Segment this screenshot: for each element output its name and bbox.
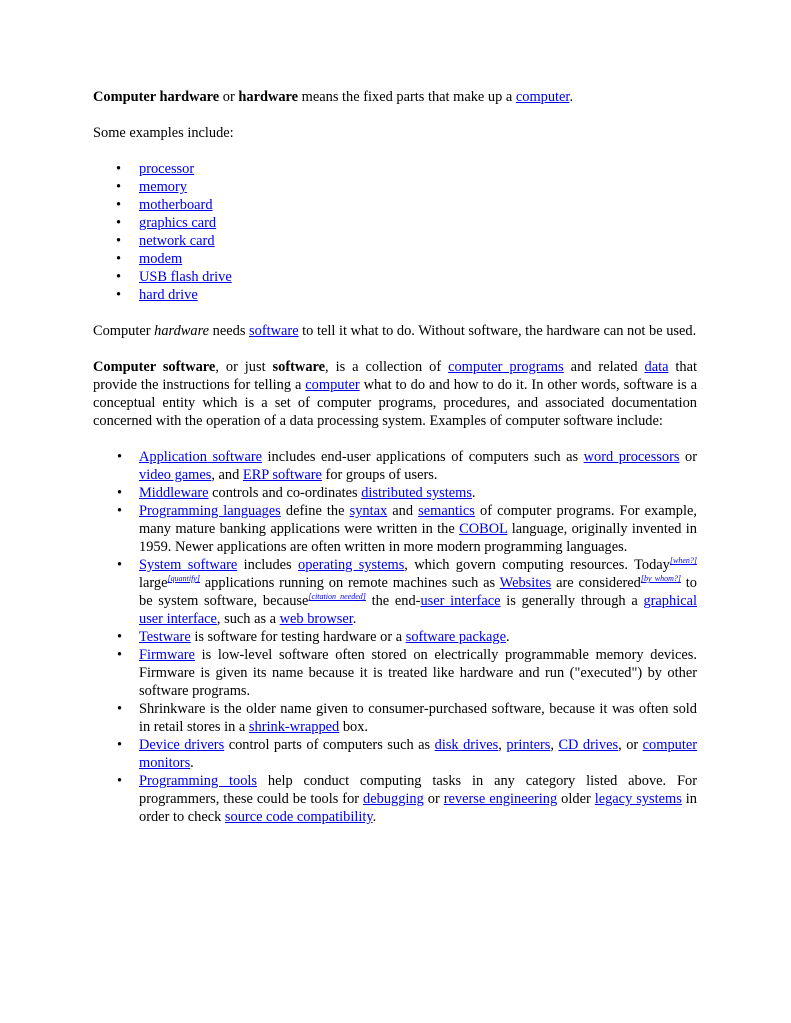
text: older [557, 791, 595, 807]
list-item-system-software [93, 556, 697, 628]
link-network-card[interactable]: network card [139, 233, 215, 249]
link-user-interface[interactable]: user interface [420, 593, 501, 609]
text: is low-level software often stored on electrically programmable memory devices. Firmware is given its name because it is treated like hardware and run ("executed") by other software programs. [139, 647, 697, 699]
text: Shrinkware is the older name given to consumer-purchased software, because it was often sold in retail stores in a [139, 701, 697, 735]
bullet-icon: • [117, 629, 123, 645]
link-firmware[interactable]: Firmware [139, 647, 195, 663]
link-application-software[interactable]: Application software [139, 449, 263, 465]
link-web-browser[interactable]: web browser [279, 611, 353, 627]
bullet-icon: • [117, 773, 123, 789]
text: for groups of users. [321, 467, 438, 483]
link-data[interactable]: data [644, 359, 669, 375]
bullet-icon: • [117, 701, 123, 717]
link-device-drivers[interactable]: Device drivers [139, 737, 225, 753]
citation-when [670, 556, 697, 565]
text: needs [209, 323, 250, 339]
list-item-testware [93, 628, 697, 646]
list-item [93, 232, 697, 250]
text: that provide the instructions for telling a [93, 359, 697, 393]
link-memory[interactable]: memory [139, 179, 187, 195]
text: or [679, 449, 698, 465]
text: and related [563, 359, 645, 375]
list-item [93, 250, 697, 268]
link-when[interactable]: [when?] [669, 556, 697, 565]
link-software[interactable]: software [249, 323, 299, 339]
bullet-icon: • [117, 737, 123, 753]
bullet-icon: • [117, 485, 123, 501]
text: help conduct computing tasks in any category listed above. For programmers, these could be tools for [139, 773, 697, 807]
link-cd-drives[interactable]: CD drives [558, 737, 619, 753]
bullet-icon: • [117, 647, 123, 663]
list-item-firmware [93, 646, 697, 700]
bullet-icon: • [117, 449, 123, 465]
link-disk-drives[interactable]: disk drives [434, 737, 499, 753]
document-page [93, 88, 697, 826]
text: of computer programs. For example, many mature banking applications were written in the [139, 503, 697, 537]
link-websites[interactable]: Websites [499, 575, 552, 591]
text: . [372, 809, 377, 825]
link-computer[interactable]: computer [515, 89, 570, 105]
bullet-icon: • [116, 197, 122, 213]
text: is software for testing hardware or a [190, 629, 406, 645]
link-printers[interactable]: printers [506, 737, 551, 753]
link-debugging[interactable]: debugging [363, 791, 424, 807]
text: , or [618, 737, 643, 753]
link-usb-flash-drive[interactable]: USB flash drive [139, 269, 232, 285]
text: , which govern computing resources. Today [404, 557, 670, 573]
bullet-icon: • [116, 233, 122, 249]
list-item-programming-tools [93, 772, 697, 826]
text: are considered [551, 575, 641, 591]
text: is generally through a [500, 593, 644, 609]
bullet-icon: • [116, 251, 122, 267]
text: includes [237, 557, 298, 573]
link-video-games[interactable]: video games [139, 467, 212, 483]
text: . [190, 755, 194, 771]
link-processor[interactable]: processor [139, 161, 195, 177]
bullet-icon: • [116, 215, 122, 231]
text: define the [280, 503, 350, 519]
text: control parts of computers such as [224, 737, 435, 753]
hardware-examples-list [93, 160, 697, 304]
text: to tell it what to do. Without software, the hardware can not be used. [298, 323, 697, 339]
list-item [93, 268, 697, 286]
link-legacy-systems[interactable]: legacy systems [594, 791, 682, 807]
list-item-shrinkware [93, 700, 697, 736]
link-system-software[interactable]: System software [139, 557, 238, 573]
list-item-middleware [93, 484, 697, 502]
link-hard-drive[interactable]: hard drive [139, 287, 198, 303]
bullet-icon: • [117, 503, 123, 519]
term-hardware: hardware [238, 89, 299, 105]
link-erp-software[interactable]: ERP software [242, 467, 322, 483]
term-software: software [272, 359, 326, 375]
bullet-icon: • [116, 179, 122, 195]
text: , [498, 737, 507, 753]
text: box. [339, 719, 369, 735]
text: . [471, 485, 476, 501]
list-item-programming-languages [93, 502, 697, 556]
text: . [352, 611, 357, 627]
link-motherboard[interactable]: motherboard [139, 197, 213, 213]
link-computer-monitors[interactable]: computer monitors [139, 737, 698, 771]
link-citation-needed[interactable]: [citation needed] [308, 592, 366, 601]
text: controls and co-ordinates [208, 485, 362, 501]
text: applications running on remote machines such as [199, 575, 500, 591]
text: in order to check [139, 791, 697, 825]
bullet-icon: • [116, 269, 122, 285]
term-computer-hardware: Computer hardware [93, 89, 220, 105]
text: , [550, 737, 559, 753]
text: Computer [93, 323, 155, 339]
text: . [506, 629, 510, 645]
citation-by-whom [641, 574, 681, 583]
list-item [93, 196, 697, 214]
intro-paragraph [93, 88, 697, 106]
text: or [219, 89, 239, 105]
text: , or just [215, 359, 273, 375]
examples-intro: Some examples include: [93, 125, 234, 141]
text: , is a collection of [325, 359, 449, 375]
link-graphics-card[interactable]: graphics card [139, 215, 217, 231]
link-software-package[interactable]: software package [405, 629, 506, 645]
link-operating-systems[interactable]: operating systems [298, 557, 405, 573]
link-computer-2[interactable]: computer [305, 377, 360, 393]
list-item [93, 178, 697, 196]
list-item [93, 286, 697, 304]
citation-quantify [168, 574, 200, 583]
text: . [569, 89, 574, 105]
link-quantify[interactable]: [quantify] [167, 574, 200, 583]
text: and [387, 503, 419, 519]
text: large [139, 575, 168, 591]
link-source-code-compatibility[interactable]: source code compatibility [224, 809, 373, 825]
bullet-icon: • [116, 287, 122, 303]
list-item [93, 214, 697, 232]
list-item-device-drivers [93, 736, 697, 772]
link-distributed-systems[interactable]: distributed systems [361, 485, 472, 501]
bullet-icon: • [117, 557, 123, 573]
term-computer-software: Computer software [93, 359, 216, 375]
link-graphical-user-interface[interactable]: graphical user interface [139, 593, 697, 627]
link-word-processors[interactable]: word processors [583, 449, 680, 465]
link-computer-programs[interactable]: computer programs [448, 359, 564, 375]
term-hardware-italic: hardware [154, 323, 210, 339]
citation-needed [308, 592, 365, 601]
text: to be system software, because [139, 575, 697, 609]
list-item [93, 160, 697, 178]
list-item-application-software [93, 448, 697, 484]
text: what to do and how to do it. In other words, software is a conceptual entity which is a set of computer programs, procedures, and associated documentation concerned with the operation of a data processing system. Examples of computer software include: [93, 377, 698, 429]
link-cobol[interactable]: COBOL [459, 521, 508, 537]
link-semantics[interactable]: semantics [418, 503, 475, 519]
text: , and [211, 467, 243, 483]
link-shrink-wrapped[interactable]: shrink-wrapped [248, 719, 340, 735]
bullet-icon: • [116, 161, 122, 177]
software-examples-list [93, 448, 697, 826]
text: means the fixed parts that make up a [298, 89, 516, 105]
link-reverse-engineering[interactable]: reverse engineering [443, 791, 558, 807]
text: includes end-user applications of computers such as [262, 449, 584, 465]
text: the end- [365, 593, 421, 609]
link-testware[interactable]: Testware [139, 629, 191, 645]
link-middleware[interactable]: Middleware [139, 485, 209, 501]
text: language, originally invented in 1959. Newer applications are often written in more modern programming languages. [139, 521, 697, 555]
link-programming-languages[interactable]: Programming languages [139, 503, 281, 519]
software-paragraph [93, 358, 697, 430]
link-syntax[interactable]: syntax [349, 503, 388, 519]
link-modem[interactable]: modem [139, 251, 183, 267]
text: , such as a [216, 611, 280, 627]
link-programming-tools[interactable]: Programming tools [139, 773, 257, 789]
hardware-needs-paragraph [93, 322, 697, 340]
text: or [423, 791, 444, 807]
link-by-whom[interactable]: [by whom?] [640, 574, 681, 583]
